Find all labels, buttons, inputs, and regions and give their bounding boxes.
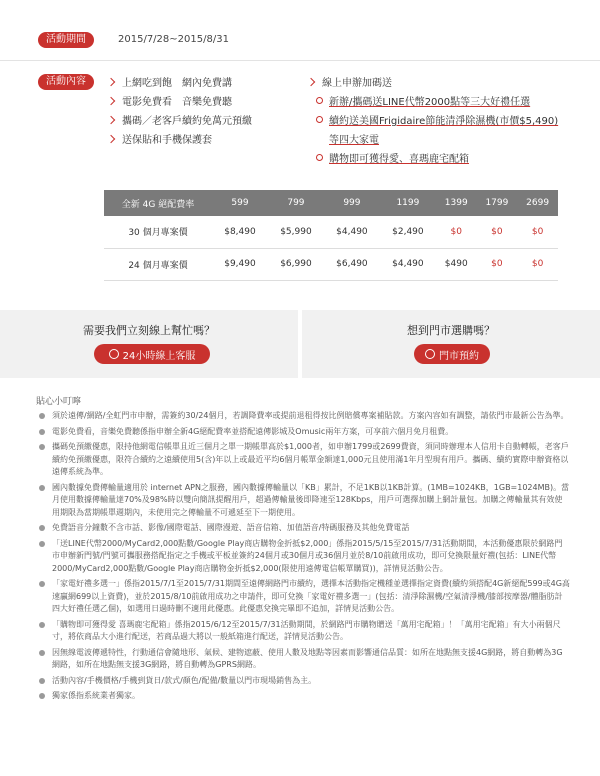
chevron-right-icon: [107, 134, 115, 142]
period-text: 2015/7/28~2015/8/31: [118, 34, 229, 45]
tip-item: 國內數據免費傳輸量適用於 internet APN之服務，國內數據傳輸量以「KB」累計，不足1KB以1KB計算。(1MB=1024KB，1GB=1024MB)。當月使用數據傳輸量達70%及98%時以雙向簡訊提醒用戶，超過傳輸量後即降速至128Kbps，用戶可選擇加購上網計量包。加購之傳輸量其有效使用期限為當期帳單週期內，未使用完之傳輸量不可遞延至下一期使用。: [36, 482, 570, 520]
store-booking-button[interactable]: 門市預約: [414, 344, 490, 364]
circle-bullet-icon: [316, 116, 323, 123]
table-header: 599: [212, 190, 268, 216]
tip-item: 「購物即可獲得愛 喜瑪鹿宅配箱」係指2015/6/12至2015/7/31活動期間，於網路門市購物贈送「萬用宅配箱」！「萬用宅配箱」有大小兩個尺寸，將依商品大小進行配送，若商品過大將以一般紙箱進行配送，詳情見活動公告。: [36, 619, 570, 644]
table-row: [104, 216, 558, 248]
table-cell: $0: [477, 248, 518, 280]
chevron-right-icon: [107, 115, 115, 123]
list-item: 上網吃到飽 網內免費講: [106, 72, 252, 91]
clock-icon: [425, 349, 435, 359]
online-help-question: 需要我們立刻線上幫忙嗎？: [83, 324, 215, 337]
tip-item: 活動內容/手機價格/手機到貨日/款式/顏色/配備/數量以門市現場銷售為主。: [36, 675, 570, 688]
table-cell: $6,990: [268, 248, 324, 280]
list-item[interactable]: 續約送美國Frigidaire節能清淨除濕機(市價$5,490): [316, 110, 558, 129]
table-cell: $5,990: [268, 216, 324, 248]
list-item: 送保貼和手機保護套: [106, 129, 252, 148]
list-item[interactable]: 新辦/攜碼送LINE代幣2000點等三大好禮任選: [316, 91, 558, 110]
table-header-row: [104, 190, 558, 216]
divider: [0, 60, 600, 61]
list-item-continued[interactable]: 等四大家電: [329, 135, 379, 146]
table-cell: $6,490: [324, 248, 380, 280]
tip-item: 免費語音分鐘數不含市話、影像/國際電話、國際漫遊、語音信箱、加值語音/特碼服務及其他免費電話: [36, 522, 570, 535]
list-item: 攜碼／老客戶續約免萬元預繳: [106, 110, 252, 129]
table-header: 2699: [517, 190, 558, 216]
list-title: 線上申辦加碼送: [306, 72, 558, 91]
table-cell: $490: [436, 248, 477, 280]
table-header: 999: [324, 190, 380, 216]
table-cell: $4,490: [380, 248, 436, 280]
table-row: [104, 248, 558, 280]
content-right-list: [306, 72, 558, 167]
chevron-right-icon: [107, 77, 115, 85]
chevron-right-icon: [107, 96, 115, 104]
row-label: 30 個月專案價: [104, 216, 212, 248]
list-item[interactable]: 購物即可獲得愛、喜瑪鹿宅配箱: [316, 148, 558, 167]
table-cell: $9,490: [212, 248, 268, 280]
online-service-button[interactable]: 24小時線上客服: [94, 344, 210, 364]
table-header: 799: [268, 190, 324, 216]
store-help-question: 想到門市選購嗎？: [407, 324, 495, 337]
table-cell: $4,490: [324, 216, 380, 248]
table-header: 1799: [477, 190, 518, 216]
content-label: 活動內容: [38, 74, 94, 90]
circle-bullet-icon: [316, 154, 323, 161]
circle-bullet-icon: [316, 97, 323, 104]
table-cell: $0: [436, 216, 477, 248]
tips-list: [36, 410, 570, 706]
table-cell: $2,490: [380, 216, 436, 248]
price-table: [104, 190, 558, 281]
table-header: 1199: [380, 190, 436, 216]
content-left-list: [106, 72, 252, 148]
table-cell: $0: [517, 216, 558, 248]
tip-item: 獨家係指系統業者獨家。: [36, 690, 570, 703]
tip-item: 因無線電波傳遞特性，行動通信會隨地形、氣候、建物遮蔽、使用人數及地點等因素而影響通信品質：如所在地點無支援4G網路，將自動轉為3G網路，如所在地點無支援3G網路，將自動轉為GPRS網路。: [36, 647, 570, 672]
chevron-right-icon: [307, 77, 315, 85]
table-cell: $0: [477, 216, 518, 248]
table-header: 1399: [436, 190, 477, 216]
table-header: 全新 4G 絕配費率: [104, 190, 212, 216]
row-label: 24 個月專案價: [104, 248, 212, 280]
table-cell: $8,490: [212, 216, 268, 248]
store-help-panel: [302, 310, 600, 378]
list-item: 電影免費看 音樂免費聽: [106, 91, 252, 110]
online-help-panel: [0, 310, 298, 378]
tip-item: 「家電好禮多選一」係指2015/7/1至2015/7/31期間至遠傳網路門市續約，選擇本活動指定機種並選擇指定資費(續約須搭配4G新絕配599或4G高速贏網699以上資費)，並於2015/8/10前啟用成功之申請件，即可兌換「家電好禮多選一」(包括：清淨除濕機/空氣清淨機/膝部按摩器/體脂肪計四大好禮任選乙個)，如選用日過時刪不適用此優惠。此優惠兌換完畢即不追加，詳情見活動公告。: [36, 578, 570, 616]
tip-item: 攜碼免預繳優惠，限持他網電信帳單且近三個月之單一期帳單高於$1,000者，如申辦1799或2699費資，須同時辦理本人信用卡自動轉帳，老客戶續約免預繳優惠，限符合續約之遠續使用5(含)年以上或最近平均6個月帳單金額達1,000元且使用滿1年月型現有用戶。攜碼、續約實際申辦資格以遠傳系統為準。: [36, 441, 570, 479]
period-label: 活動期間: [38, 32, 94, 48]
table-cell: $0: [517, 248, 558, 280]
tip-item: 須於遠傳/網路/全虹門市申辦，需簽約30/24個月，若調降費率或提前退租得按比例賠償專案補貼款。方案內容如有調整，請依門市最新公告為準。: [36, 410, 570, 423]
tip-item: 「送LINE代幣2000/MyCard2,000點數/Google Play商店購物金折抵$2,000」係指2015/5/15至2015/7/31活動期間，本活動優惠限於網路門市申辦新門號/門號可攜服務搭配指定之手機或平板並簽約24個月或30個月或36個月並於8/10前啟用成功，即可兌換限量好禮(包括：LINE代幣2000/MyCard2,000點數/Google Play商店購物金折抵$2,000(限使用遠傳電信帳單購買))，詳情見活動公告。: [36, 538, 570, 576]
tip-item: 電影免費看，音樂免費聽係指申辦全新4G絕配費率並搭配遠傳影城及Omusic兩年方案，可享前六個月免月租費。: [36, 426, 570, 439]
tips-title: 貼心小叮嚀: [36, 397, 82, 407]
clock-icon: [109, 349, 119, 359]
